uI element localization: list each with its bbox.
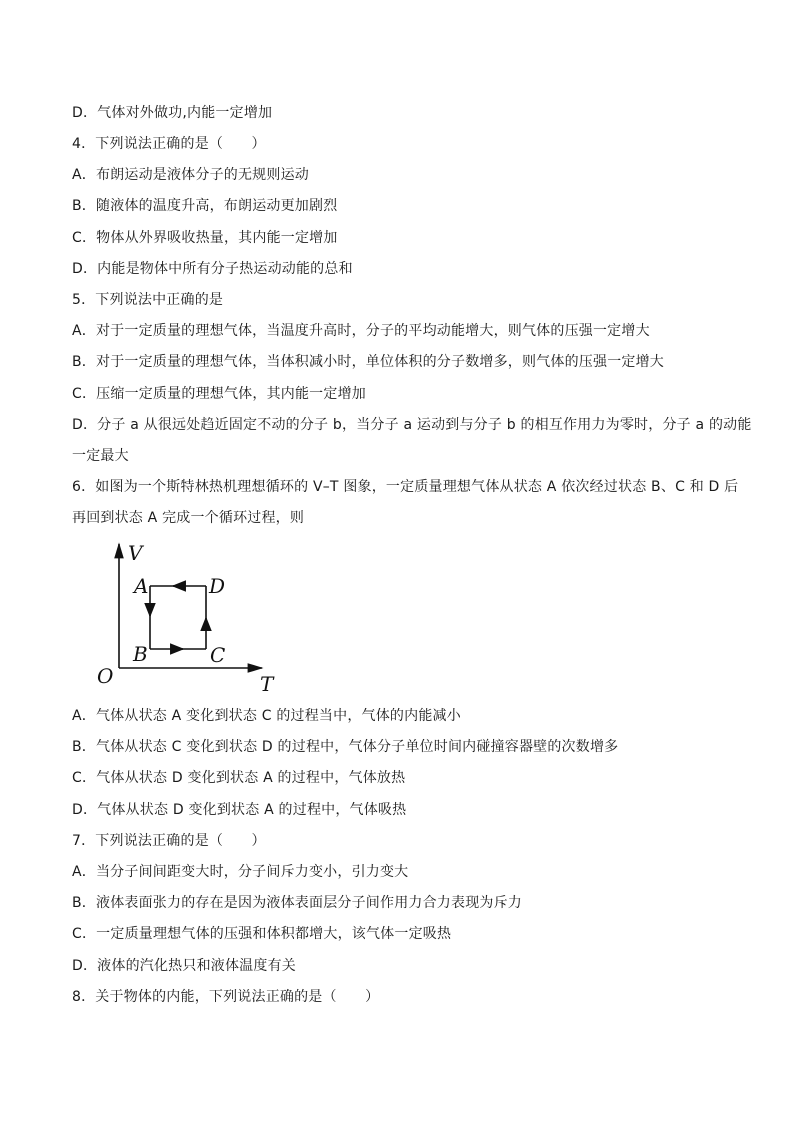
question-6-option-d: D．气体从状态 D 变化到状态 A 的过程中，气体吸热	[72, 802, 407, 818]
question-6-stem-continued: 再回到状态 A 完成一个循环过程，则	[72, 510, 305, 526]
origin-label: O	[97, 664, 114, 688]
question-5-option-b: B．对于一定质量的理想气体，当体积减小时，单位体积的分子数增多，则气体的压强一定增大	[72, 354, 665, 370]
question-3-option-d: D．气体对外做功,内能一定增加	[72, 105, 273, 121]
point-d-label: D	[209, 574, 226, 598]
question-7-option-d: D．液体的汽化热只和液体温度有关	[72, 958, 296, 974]
point-b-label: B	[133, 642, 148, 666]
question-6-stem: 6．如图为一个斯特林热机理想循环的 V–T 图象，一定质量理想气体从状态 A 依次经过状态 B、C 和 D 后	[72, 479, 739, 495]
question-4-stem: 4．下列说法正确的是（ ）	[72, 136, 266, 152]
question-4-option-c: C．物体从外界吸收热量，其内能一定增加	[72, 230, 338, 246]
t-axis-label: T	[260, 672, 274, 696]
question-7-stem: 7．下列说法正确的是（ ）	[72, 833, 266, 849]
question-7-option-c: C．一定质量理想气体的压强和体积都增大，该气体一定吸热	[72, 926, 452, 942]
point-a-label: A	[134, 574, 149, 598]
v-axis-label: V	[128, 541, 143, 565]
question-4-option-b: B．随液体的温度升高，布朗运动更加剧烈	[72, 198, 338, 214]
question-6-option-b: B．气体从状态 C 变化到状态 D 的过程中，气体分子单位时间内碰撞容器壁的次数增多	[72, 739, 619, 755]
question-5-option-c: C．压缩一定质量的理想气体，其内能一定增加	[72, 386, 366, 402]
question-5-option-d-continued: 一定最大	[72, 448, 129, 464]
question-5-option-d: D．分子 a 从很远处趋近固定不动的分子 b，当分子 a 运动到与分子 b 的相互作用力为零时，分子 a 的动能	[72, 417, 752, 433]
vt-cycle-diagram	[90, 538, 290, 698]
question-5-stem: 5．下列说法中正确的是	[72, 292, 224, 308]
question-7-option-a: A．当分子间间距变大时，分子间斥力变小，引力变大	[72, 864, 409, 880]
question-6-option-c: C．气体从状态 D 变化到状态 A 的过程中，气体放热	[72, 770, 406, 786]
question-6-option-a: A．气体从状态 A 变化到状态 C 的过程当中，气体的内能减小	[72, 708, 461, 724]
point-c-label: C	[210, 643, 226, 667]
question-7-option-b: B．液体表面张力的存在是因为液体表面层分子间作用力合力表现为斥力	[72, 895, 523, 911]
question-4-option-a: A．布朗运动是液体分子的无规则运动	[72, 167, 309, 183]
question-8-stem: 8．关于物体的内能，下列说法正确的是（ ）	[72, 989, 380, 1005]
question-4-option-d: D．内能是物体中所有分子热运动动能的总和	[72, 261, 353, 277]
question-5-option-a: A．对于一定质量的理想气体，当温度升高时，分子的平均动能增大，则气体的压强一定增大	[72, 323, 650, 339]
